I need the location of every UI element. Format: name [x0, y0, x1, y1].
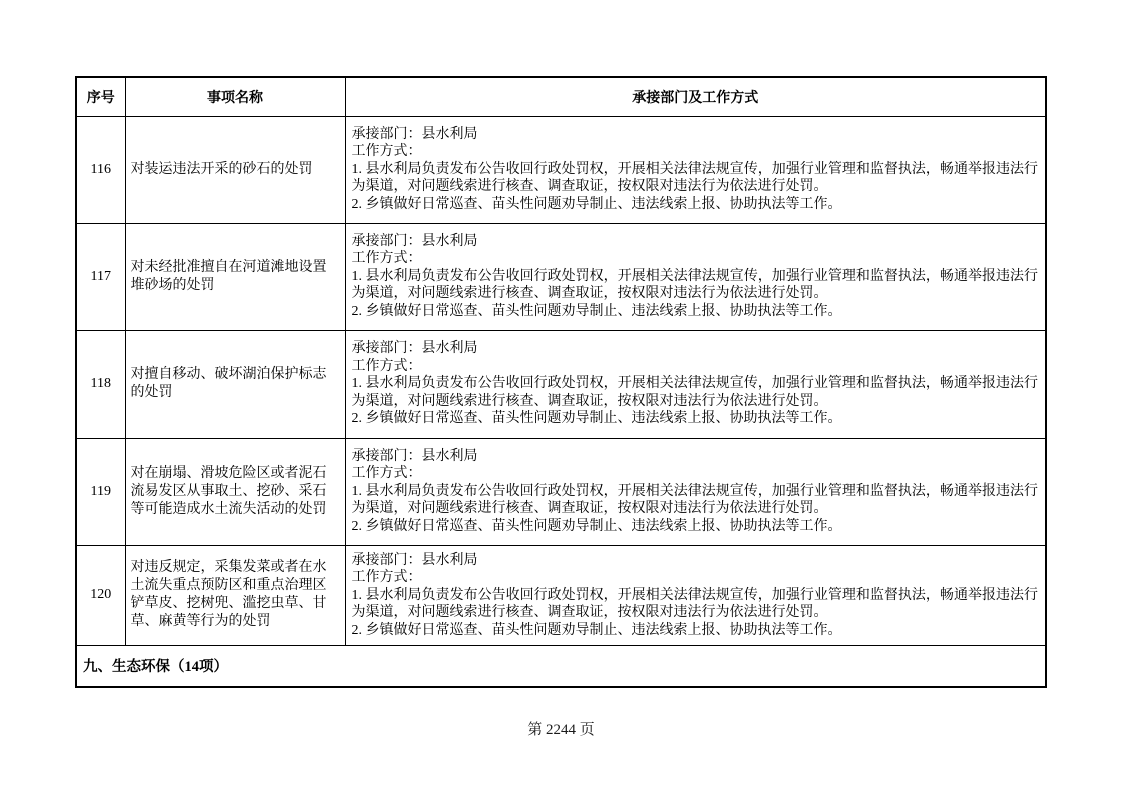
detail-cell — [345, 545, 1046, 646]
detail-line-method-2: 2. 乡镇做好日常巡查、苗头性问题劝导制止、违法线索上报、协助执法等工作。 — [351, 518, 842, 534]
table-row — [76, 438, 1046, 545]
detail-cell — [345, 116, 1046, 223]
item-name-cell: 对未经批准擅自在河道滩地设置堆砂场的处罚 — [125, 223, 345, 330]
detail-line-method-2: 2. 乡镇做好日常巡查、苗头性问题劝导制止、违法线索上报、协助执法等工作。 — [351, 622, 842, 638]
item-name-cell: 对在崩塌、滑坡危险区或者泥石流易发区从事取土、挖砂、采石等可能造成水土流失活动的处罚 — [125, 438, 345, 545]
detail-line-dept: 承接部门：县水利局 — [351, 552, 478, 568]
table-row — [76, 116, 1046, 223]
detail-line-dept: 承接部门：县水利局 — [351, 126, 478, 142]
item-name-cell: 对擅自移动、破坏湖泊保护标志的处罚 — [125, 330, 345, 438]
detail-line-method-2: 2. 乡镇做好日常巡查、苗头性问题劝导制止、违法线索上报、协助执法等工作。 — [351, 411, 842, 427]
section-footer-title: 九、生态环保（14项） — [76, 646, 1046, 687]
table-row — [76, 330, 1046, 438]
detail-cell — [345, 330, 1046, 438]
detail-line-method-2: 2. 乡镇做好日常巡查、苗头性问题劝导制止、违法线索上报、协助执法等工作。 — [351, 303, 842, 319]
header-no: 序号 — [76, 77, 125, 116]
item-name-cell: 对装运违法开采的砂石的处罚 — [125, 116, 345, 223]
items-table — [75, 76, 1047, 688]
detail-line-method-label: 工作方式： — [351, 466, 422, 482]
row-number-cell: 117 — [76, 223, 125, 330]
row-number-cell: 118 — [76, 330, 125, 438]
table-body — [76, 116, 1046, 687]
table-row — [76, 223, 1046, 330]
detail-line-method-1: 1. 县水利局负责发布公告收回行政处罚权，开展相关法律法规宣传，加强行业管理和监督执法，畅通举报违法行为渠道，对问题线索进行核查、调查取证，按权限对违法行为依法进行处罚。 — [351, 161, 1038, 195]
detail-line-method-label: 工作方式： — [351, 251, 422, 267]
row-number-cell: 119 — [76, 438, 125, 545]
detail-line-dept: 承接部门：县水利局 — [351, 233, 478, 249]
detail-line-method-1: 1. 县水利局负责发布公告收回行政处罚权，开展相关法律法规宣传，加强行业管理和监督执法，畅通举报违法行为渠道，对问题线索进行核查、调查取证，按权限对违法行为依法进行处罚。 — [351, 376, 1038, 409]
detail-line-dept: 承接部门：县水利局 — [351, 341, 478, 357]
table-row — [76, 545, 1046, 646]
row-number-cell: 120 — [76, 545, 125, 646]
detail-line-method-label: 工作方式： — [351, 570, 422, 585]
header-name: 事项名称 — [125, 77, 345, 116]
detail-line-dept: 承接部门：县水利局 — [351, 448, 478, 464]
header-row — [76, 77, 1046, 116]
page-number: 第 2244 页 — [527, 722, 595, 738]
table-header — [76, 77, 1046, 116]
detail-line-method-1: 1. 县水利局负责发布公告收回行政处罚权，开展相关法律法规宣传，加强行业管理和监督执法，畅通举报违法行为渠道，对问题线索进行核查、调查取证，按权限对违法行为依法进行处罚。 — [351, 587, 1038, 620]
detail-cell — [345, 223, 1046, 330]
header-dept: 承接部门及工作方式 — [345, 77, 1046, 116]
detail-line-method-1: 1. 县水利局负责发布公告收回行政处罚权，开展相关法律法规宣传，加强行业管理和监督执法，畅通举报违法行为渠道，对问题线索进行核查、调查取证，按权限对违法行为依法进行处罚。 — [351, 483, 1038, 517]
detail-line-method-label: 工作方式： — [351, 144, 422, 160]
detail-line-method-1: 1. 县水利局负责发布公告收回行政处罚权，开展相关法律法规宣传，加强行业管理和监督执法，畅通举报违法行为渠道，对问题线索进行核查、调查取证，按权限对违法行为依法进行处罚。 — [351, 268, 1038, 302]
detail-cell — [345, 438, 1046, 545]
item-name-cell: 对违反规定，采集发菜或者在水土流失重点预防区和重点治理区铲草皮、挖树兜、滥挖虫草、甘草、麻黄等行为的处罚 — [125, 545, 345, 646]
section-footer-row — [76, 646, 1046, 687]
detail-line-method-2: 2. 乡镇做好日常巡查、苗头性问题劝导制止、违法线索上报、协助执法等工作。 — [351, 196, 842, 212]
detail-line-method-label: 工作方式： — [351, 358, 422, 374]
row-number-cell: 116 — [76, 116, 125, 223]
